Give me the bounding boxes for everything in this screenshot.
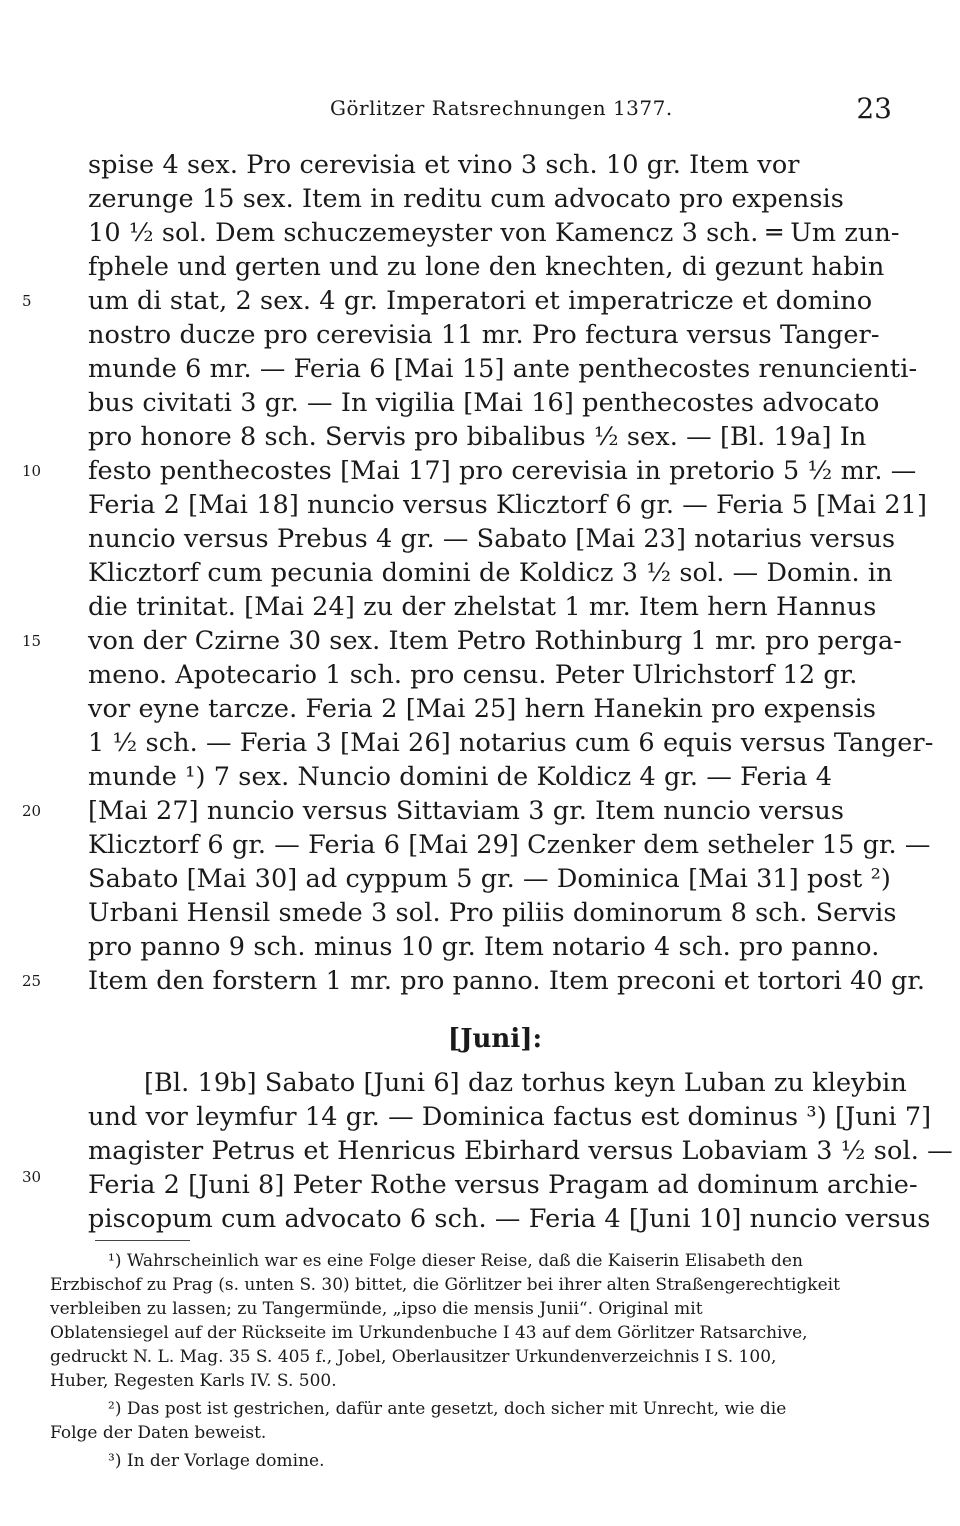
text-line: Klicztorf 6 gr. — Feria 6 [Mai 29] Czenker dem setheler 15 gr. — [88, 830, 931, 860]
text-line: [Bl. 19b] Sabato [Juni 6] daz torhus keyn Luban zu kleybin [144, 1068, 907, 1098]
footnote-line: Oblatensiegel auf der Rückseite im Urkundenbuche I 43 auf dem Görlitzer Ratsarchive, [50, 1323, 808, 1343]
text-line: piscopum cum advocato 6 sch. — Feria 4 [Juni 10] nuncio versus [88, 1204, 931, 1234]
footnote-line: verbleiben zu lassen; zu Tangermünde, „ipso die mensis Junii“. Original mit [50, 1299, 703, 1319]
text-line: nostro ducze pro cerevisia 11 mr. Pro fectura versus Tanger- [88, 320, 880, 350]
text-line: Urbani Hensil smede 3 sol. Pro piliis dominorum 8 sch. Servis [88, 898, 897, 928]
text-line: munde 6 mr. — Feria 6 [Mai 15] ante penthecostes renuncienti- [88, 354, 918, 384]
text-line: spise 4 sex. Pro cerevisia et vino 3 sch. 10 gr. Item vor [88, 150, 800, 180]
text-line: pro panno 9 sch. minus 10 gr. Item notario 4 sch. pro panno. [88, 932, 880, 962]
text-line: pro honore 8 sch. Servis pro bibalibus ½ sex. — [Bl. 19a] In [88, 422, 867, 452]
footnote-line: gedruckt N. L. Mag. 35 S. 405 f., Jobel, Oberlausitzer Urkundenverzeichnis I S. 100, [50, 1347, 777, 1367]
page-header [0, 92, 960, 132]
text-line: die trinitat. [Mai 24] zu der zhelstat 1 mr. Item hern Hannus [88, 592, 877, 622]
text-line: vor eyne tarcze. Feria 2 [Mai 25] hern Hanekin pro expensis [88, 694, 877, 724]
footnote-line: Folge der Daten beweist. [50, 1423, 267, 1443]
text-line: munde ¹) 7 sex. Nuncio domini de Koldicz 4 gr. — Feria 4 [88, 762, 833, 792]
page-number: 23 [856, 92, 892, 125]
text-line: meno. Apotecario 1 sch. pro censu. Peter Ulrichstorf 12 gr. [88, 660, 858, 690]
text-line: fphele und gerten und zu lone den knechten, di gezunt habin [88, 252, 885, 282]
text-line: Item den forstern 1 mr. pro panno. Item preconi et tortori 40 gr. [88, 966, 926, 996]
text-line: Klicztorf cum pecunia domini de Koldicz 3 ½ sol. — Domin. in [88, 558, 893, 588]
line-number: 5 [22, 292, 32, 310]
line-number: 15 [22, 632, 42, 650]
text-line: 10 ½ sol. Dem schuczemeyster von Kamencz 3 sch. ═ Um zun- [88, 218, 900, 248]
text-line: bus civitati 3 gr. — In vigilia [Mai 16] penthecostes advocato [88, 388, 880, 418]
text-line: Feria 2 [Juni 8] Peter Rothe versus Pragam ad dominum archie- [88, 1170, 918, 1200]
running-title: Görlitzer Ratsrechnungen 1377. [330, 96, 673, 120]
line-number: 20 [22, 802, 42, 820]
footnote-line: ²) Das post ist gestrichen, dafür ante gesetzt, doch sicher mit Unrecht, wie die [108, 1399, 787, 1419]
text-line: festo penthecostes [Mai 17] pro cerevisia in pretorio 5 ½ mr. — [88, 456, 917, 486]
footnote-line: Erzbischof zu Prag (s. unten S. 30) bittet, die Görlitzer bei ihrer alten Straßengerechtigkeit [50, 1275, 840, 1295]
text-line: Sabato [Mai 30] ad cyppum 5 gr. — Dominica [Mai 31] post ²) [88, 864, 891, 894]
line-number: 10 [22, 462, 42, 480]
line-number: 30 [22, 1168, 42, 1186]
footnote-line: ³) In der Vorlage domine. [108, 1451, 325, 1471]
text-line: von der Czirne 30 sex. Item Petro Rothinburg 1 mr. pro perga- [88, 626, 903, 656]
section-heading: [Juni]: [447, 1024, 543, 1054]
footnote-line: ¹) Wahrscheinlich war es eine Folge dieser Reise, daß die Kaiserin Elisabeth den [108, 1251, 803, 1271]
text-line: magister Petrus et Henricus Ebirhard versus Lobaviam 3 ½ sol. — [88, 1136, 953, 1166]
line-number: 25 [22, 972, 42, 990]
text-line: um di stat, 2 sex. 4 gr. Imperatori et imperatricze et domino [88, 286, 873, 316]
text-line: und vor leymfur 14 gr. — Dominica factus est dominus ³) [Juni 7] [88, 1102, 932, 1132]
text-line: 1 ½ sch. — Feria 3 [Mai 26] notarius cum 6 equis versus Tanger- [88, 728, 934, 758]
text-line: [Mai 27] nuncio versus Sittaviam 3 gr. Item nuncio versus [88, 796, 845, 826]
text-line: Feria 2 [Mai 18] nuncio versus Klicztorf 6 gr. — Feria 5 [Mai 21] [88, 490, 928, 520]
footnote-rule [95, 1240, 190, 1241]
text-line: nuncio versus Prebus 4 gr. — Sabato [Mai 23] notarius versus [88, 524, 896, 554]
text-line: zerunge 15 sex. Item in reditu cum advocato pro expensis [88, 184, 844, 214]
footnote-line: Huber, Regesten Karls IV. S. 500. [50, 1371, 337, 1391]
